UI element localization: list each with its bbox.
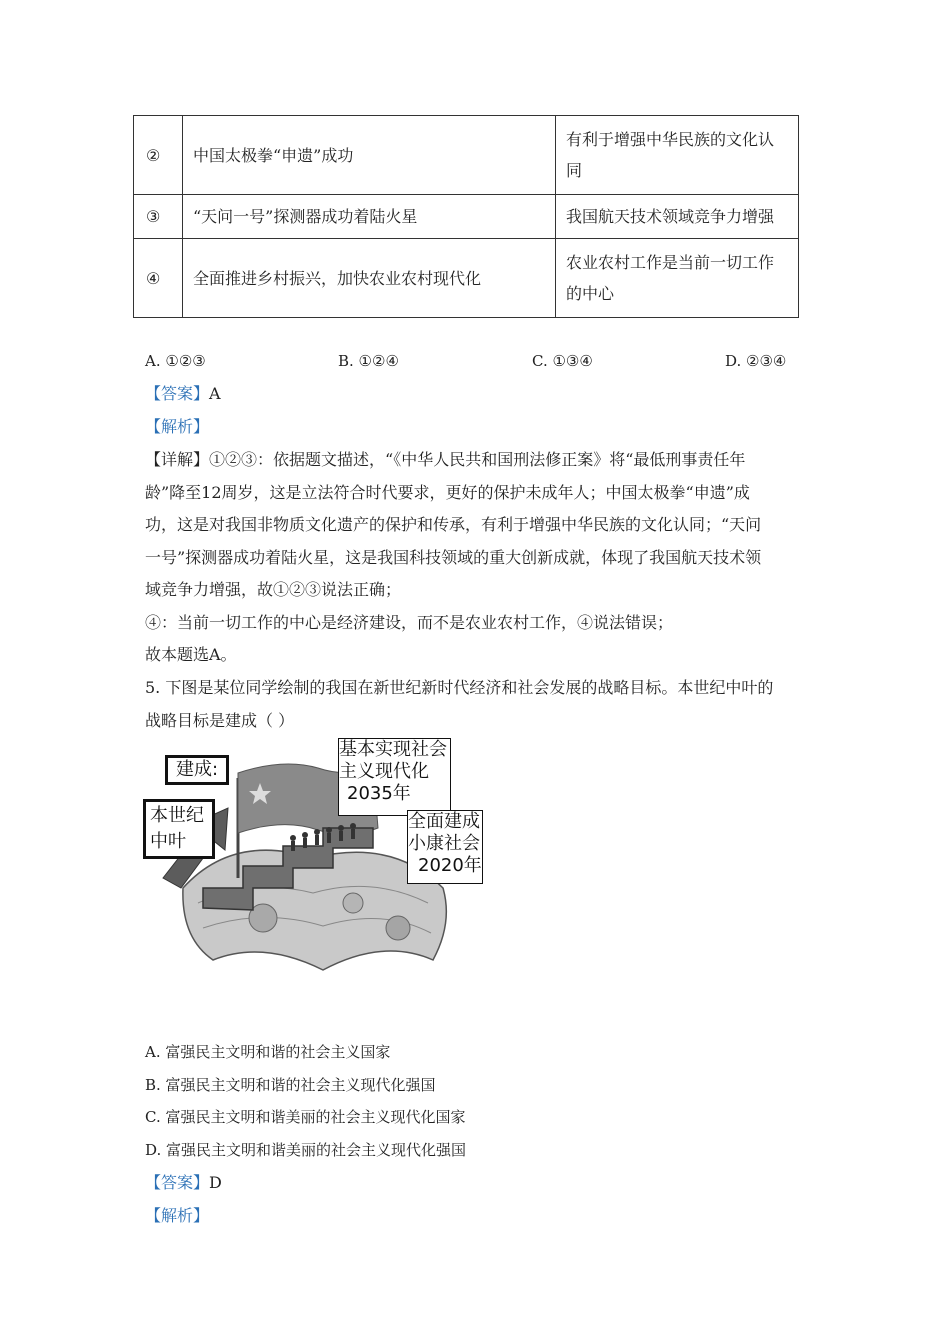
stem-line: 5. 下图是某位同学绘制的我国在新世纪新时代经济和社会发展的战略目标。本世纪中叶的	[145, 678, 774, 697]
goal-2035-year: 2035年	[347, 783, 411, 804]
question-4-table	[133, 115, 799, 318]
detail-tag: 【详解】	[145, 450, 210, 469]
goal-2020-line: 小康社会	[408, 833, 480, 854]
q5-option-c[interactable]: C. 富强民主文明和谐美丽的社会主义现代化国家	[145, 1108, 466, 1126]
detail-line: 功，这是对我国非物质文化遗产的保护和传承，有利于增强中华民族的文化认同；“天问	[145, 515, 762, 534]
detail-line: 龄”降至12周岁，这是立法符合时代要求，更好的保护未成年人；中国太极拳“申遗”成	[145, 482, 750, 502]
detail-line: 域竞争力增强，故①②③说法正确；	[145, 580, 402, 599]
q4-analysis-heading	[145, 411, 810, 444]
table-row	[134, 239, 799, 318]
q4-option-a[interactable]: A. ①②③	[145, 352, 206, 370]
answer-tag: 【答案】	[145, 384, 210, 403]
analysis-tag: 【解析】	[145, 417, 210, 436]
q4-answer	[145, 378, 810, 411]
row-event: 中国太极拳“申遗”成功	[183, 116, 556, 195]
row-meaning-line: 的中心	[566, 284, 615, 303]
row-number: ②	[134, 116, 183, 195]
goal-2035-line: 基本实现社会	[339, 739, 447, 760]
strategy-goal-figure	[143, 738, 493, 988]
q5-option-d[interactable]: D. 富强民主文明和谐美丽的社会主义现代化强国	[145, 1140, 467, 1159]
century-label	[143, 799, 215, 859]
q4-option-d[interactable]: D. ②③④	[725, 352, 787, 370]
goal-2035-line: 主义现代化	[339, 761, 429, 782]
q4-detail	[145, 444, 810, 672]
century-label-line: 本世纪	[150, 805, 204, 826]
build-label: 建成:	[165, 755, 229, 785]
analysis-tag: 【解析】	[145, 1206, 210, 1225]
q5-option-a[interactable]: A. 富强民主文明和谐的社会主义国家	[145, 1043, 391, 1061]
row-meaning-line: 同	[566, 161, 583, 180]
row-event: “天问一号”探测器成功着陆火星	[183, 195, 556, 239]
answer-tag: 【答案】	[145, 1173, 210, 1192]
q4-option-c[interactable]: C. ①③④	[532, 352, 593, 370]
row-event: 全面推进乡村振兴，加快农业农村现代化	[183, 239, 556, 318]
q5-options	[145, 1036, 810, 1166]
answer-value: A	[209, 384, 221, 403]
goal-2035-label	[338, 738, 451, 816]
q5-analysis-heading	[145, 1200, 810, 1233]
q5-answer	[145, 1167, 810, 1200]
conclusion-line: 故本题选A。	[145, 645, 237, 664]
q5-option-b[interactable]: B. 富强民主文明和谐的社会主义现代化强国	[145, 1075, 436, 1094]
row-number: ④	[134, 239, 183, 318]
row-meaning: 我国航天技术领域竞争力增强	[556, 195, 799, 239]
row-meaning-line: 农业农村工作是当前一切工作	[566, 253, 775, 272]
q4-option-b[interactable]: B. ①②④	[338, 352, 399, 370]
answer-value: D	[209, 1173, 222, 1192]
century-label-line: 中叶	[150, 831, 186, 852]
goal-2020-label	[407, 810, 483, 884]
row-meaning	[556, 239, 799, 318]
stem-line: 战略目标是建成（ ）	[145, 710, 295, 730]
detail-line: ①②③：依据题文描述，“《中华人民共和国刑法修正案》将“最低刑事责任年	[209, 450, 746, 469]
detail-line: 一号”探测器成功着陆火星，这是我国科技领域的重大创新成就，体现了我国航天技术领	[145, 547, 762, 567]
q5-stem	[145, 672, 810, 737]
detail-line: ④：当前一切工作的中心是经济建设，而不是农业农村工作，④说法错误；	[145, 612, 674, 632]
table-row	[134, 195, 799, 239]
row-meaning	[556, 116, 799, 195]
row-number: ③	[134, 195, 183, 239]
goal-2020-line: 全面建成	[408, 811, 480, 832]
table-row	[134, 116, 799, 195]
row-meaning-line: 有利于增强中华民族的文化认	[566, 130, 775, 149]
goal-2020-year: 2020年	[418, 855, 482, 876]
